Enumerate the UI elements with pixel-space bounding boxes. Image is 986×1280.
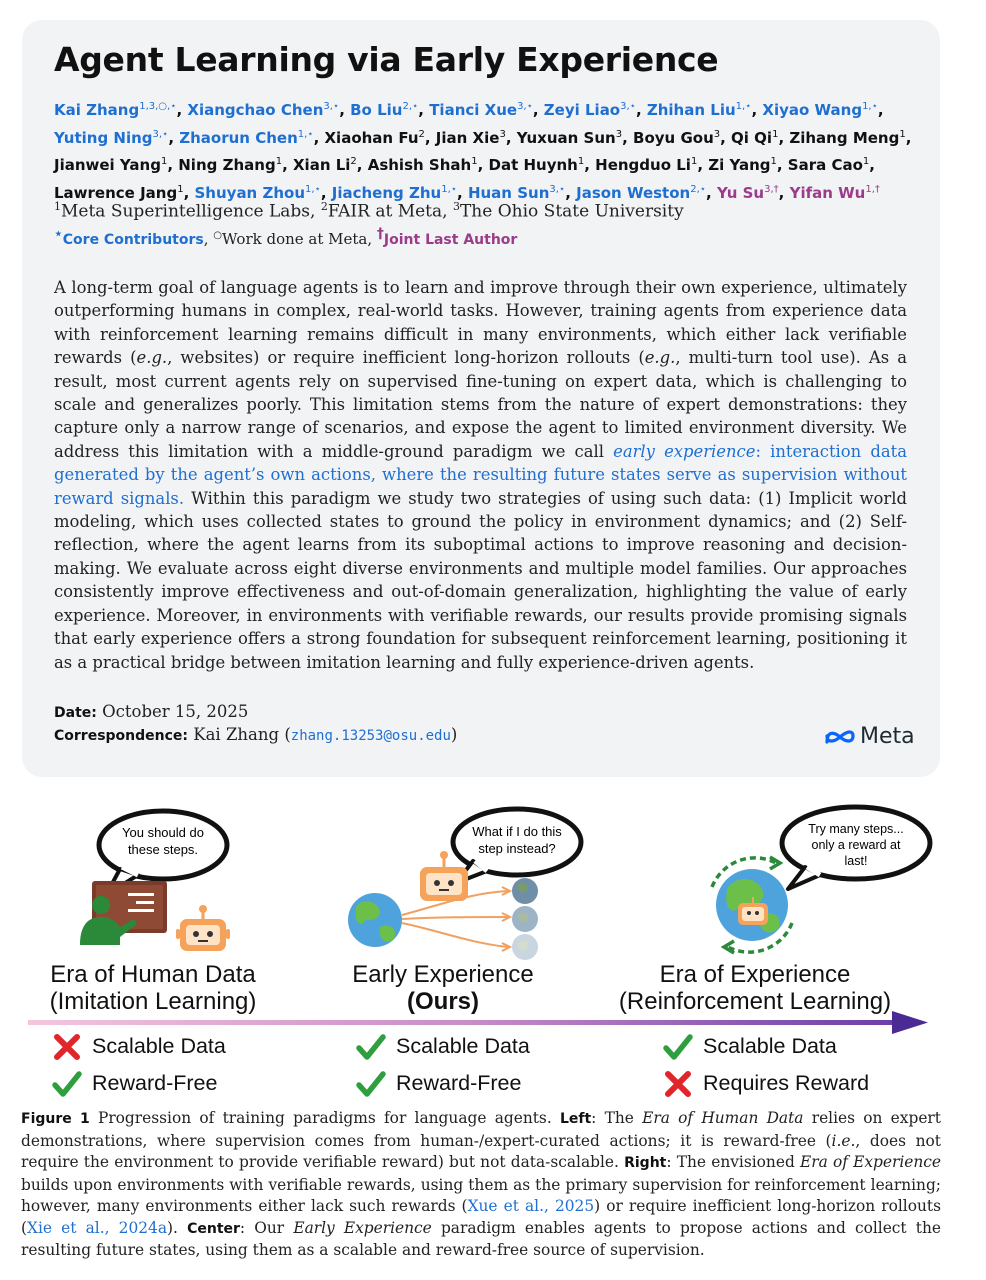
check-item [663, 1028, 869, 1065]
era-label-center: Early Experience (Ours) [352, 961, 534, 1015]
checkmark-icon [356, 1069, 386, 1099]
speech-bubble-right [782, 807, 930, 889]
author-name: Bo Liu$^{2,⋆}$ [350, 101, 419, 119]
globe-icon-center [348, 893, 402, 947]
meta-logo-text: Meta [860, 724, 915, 749]
check-item [52, 1028, 226, 1065]
checkmark-icon [663, 1032, 693, 1062]
author-name: Shuyan Zhou$^{1,⋆}$ [194, 183, 321, 202]
cross-icon [52, 1032, 82, 1062]
author-name: Xiangchao Chen$^{3,⋆}$ [187, 101, 340, 119]
author-name: Zi Yang$^1$ [708, 156, 777, 174]
citation-link[interactable]: Xie et al., 2024a [27, 1218, 168, 1237]
author-name: Dat Huynh$^1$ [488, 156, 585, 174]
speech-bubble-center [453, 809, 581, 883]
check-item [663, 1065, 869, 1102]
author-name: Lawrence Jang$^1$ [54, 183, 184, 202]
checklist-right [663, 1028, 869, 1102]
author-name: Yuting Ning$^{3,⋆}$ [54, 128, 169, 147]
author-name: Huan Sun$^{3,⋆}$ [467, 183, 566, 202]
author-name: Xian Li$^2$ [292, 156, 357, 174]
check-item-label: Reward-Free [92, 1071, 218, 1095]
abstract: A long-term goal of language agents is to learn and improve through their own experience, ultimately outperforming humans in complex, real-world tasks. However, training agents from experience data with reinforcement learning remains difficult in many environments, which either lack verifiable rewards (e.g., websites) or require inefficient long-horizon rollouts (e.g., multi-turn tool use). As a result, most current agents rely on supervised fine-tuning on expert data, which is challenging to scale and generalizes poorly. This limitation stems from the nature of expert demonstrations: they capture only a narrow range of scenarios, and expose the agent to limited environment diversity. We address this limitation with a middle-ground paradigm we call early experience: interaction data generated by the agent’s own actions, where the resulting future states serve as supervision without reward signals. Within this paradigm we study two strategies of using such data: (1) Implicit world modeling, which uses collected states to ground the policy in environment dynamics; and (2) Self-reflection, where the agent learns from its suboptimal actions to improve reasoning and decision-making. We evaluate across eight diverse environments and multiple model families. Our approaches consistently improve effectiveness and out-of-domain generalization, highlighting the value of early experience. Moreover, in environments with verifiable rewards, our results provide promising signals that early experience offers a strong foundation for subsequent reinforcement learning, positioning it as a practical bridge between imitation learning and fully experience-driven agents. [54, 278, 907, 672]
author-name: Sara Cao$^1$ [787, 156, 870, 174]
checklist-left [52, 1028, 226, 1102]
check-item [356, 1065, 530, 1102]
author-name: Yu $Su^{3,\dagger}$ [716, 183, 779, 202]
affiliations: $^1$Meta Superintelligence Labs, $^2$FAIR at Meta, $^3$The Ohio State University [54, 200, 684, 222]
checkmark-icon [356, 1032, 386, 1062]
author-name: Qi Qi$^1$ [731, 128, 779, 147]
future-state-globes [512, 878, 538, 960]
paper-title: Agent Learning via Early Experience [54, 40, 719, 79]
email-link[interactable]: zhang.13253@osu.edu [290, 728, 451, 744]
check-item [356, 1028, 530, 1065]
meta-infinity-icon [824, 728, 856, 746]
bubble-right-line3: last! [844, 854, 868, 868]
author-name: Zihang Meng$^1$ [789, 128, 906, 147]
correspondence-line: Correspondence: Kai Zhang (zhang.13253@osu.edu) [54, 725, 458, 744]
checkmark-icon [52, 1069, 82, 1099]
author-name: Jiacheng Zhu$^{1,⋆}$ [331, 183, 458, 202]
author-name: Jason Weston$^{2,⋆}$ [576, 183, 707, 202]
author-name: Boyu Gou$^3$ [633, 128, 721, 147]
author-name: Xiyao Wang$^{1,⋆}$ [762, 101, 878, 119]
era-label-right: Era of Experience (Reinforcement Learning) [618, 961, 892, 1015]
check-item-label: Reward-Free [396, 1071, 522, 1095]
bubble-left-line2: these steps. [127, 842, 199, 857]
author-name: Ning Zhang$^1$ [178, 156, 283, 174]
robot-icon-left [176, 905, 230, 951]
author-list: Kai Zhang$^{1,3,○,⋆}$, Xiangchao Chen$^{3,⋆}$, Bo Liu$^{2,⋆}$, Tianci Xue$^{3,⋆}$, Zeyi Liao$^{3,⋆}$, Zhihan Liu$^{1,⋆}$, Xiyao Wang$^{1,⋆}$, Yuting Ning$^{3,⋆}$, Zhaorun Chen$^{1,⋆}$, Xiaohan Fu$^2$, Jian Xie$^3$, Yuxuan Sun$^3$, Boyu Gou$^3$, Qi Qi$^1$, Zihang Meng$^1$, Jianwei Yang$^1$, Ning Zhang$^1$, Xian Li$^2$, Ashish Shah$^1$, Dat Huynh$^1$, Hengduo Li$^1$, Zi Yang$^1$, Sara Cao$^1$, Lawrence Jang$^1$, Shuyan Zhou$^{1,⋆}$, Jiacheng Zhu$^{1,⋆}$, Huan Sun$^{3,⋆}$, Jason Weston$^{2,⋆}$, Yu $Su^{3,\dagger}$, Yifan $Wu^{1,\dagger}$ [54, 101, 912, 202]
author-name: Yifan $Wu^{1,\dagger}$ [789, 183, 880, 202]
author-name: Zhaorun Chen$^{1,⋆}$ [179, 128, 314, 147]
era-label-left: Era of Human Data (Imitation Learning) [49, 961, 257, 1015]
bubble-left-line1: You should do [122, 825, 204, 840]
citation-link[interactable]: Xue et al., 2025 [467, 1197, 595, 1215]
contribution-notes: ⋆Core Contributors, ○Work done at Meta, †Joint Last Author [54, 226, 518, 248]
author-name: Hengduo Li$^1$ [595, 156, 698, 174]
author-name: Tianci Xue$^{3,⋆}$ [429, 101, 533, 119]
checklist-center [356, 1028, 530, 1102]
author-name: Kai Zhang$^{1,3,○,⋆}$ [54, 101, 177, 119]
author-name: Zeyi Liao$^{3,⋆}$ [543, 101, 636, 119]
figure-caption: Figure 1 Progression of training paradigms for language agents. Left: The Era of Human Data relies on expert demonstrations, where supervision comes from human-/expert-curated actions; it is reward-free (i.e., does not require the environment to provide verifiable reward) but not data-scalable. Right: The envisioned Era of Experience builds upon environments with verifiable rewards, using them as the primary supervision for reinforcement learning; however, many environments either lack such rewards (Xue et al., 2025) or require inefficient long-horizon rollouts (Xie et al., 2024a). Center: Our Early Experience paradigm enables agents to propose actions and collect the resulting future states, using them as a scalable and reward-free source of supervision. [21, 1109, 942, 1259]
check-item [52, 1065, 226, 1102]
check-item-label: Scalable Data [92, 1034, 226, 1058]
date-line: Date: October 15, 2025 [54, 702, 249, 721]
check-item-label: Scalable Data [396, 1034, 530, 1058]
bubble-right-line1: Try many steps... [808, 822, 904, 836]
author-name: Jian Xie$^3$ [435, 128, 506, 147]
teacher-icon [80, 881, 167, 945]
author-name: Jianwei Yang$^1$ [54, 156, 168, 174]
author-name: Xiaohan Fu$^2$ [324, 128, 425, 147]
check-item-label: Scalable Data [703, 1034, 837, 1058]
cross-icon [663, 1069, 693, 1099]
author-name: Zhihan Liu$^{1,⋆}$ [646, 101, 752, 119]
bubble-center-line1: What if I do this [472, 824, 562, 839]
check-item-label: Requires Reward [703, 1071, 870, 1095]
meta-logo [824, 724, 915, 749]
author-name: Ashish Shah$^1$ [367, 156, 478, 174]
author-name: Yuxuan Sun$^3$ [516, 128, 623, 147]
bubble-right-line2: only a reward at [811, 838, 901, 852]
bubble-center-line2: step instead? [478, 841, 556, 856]
